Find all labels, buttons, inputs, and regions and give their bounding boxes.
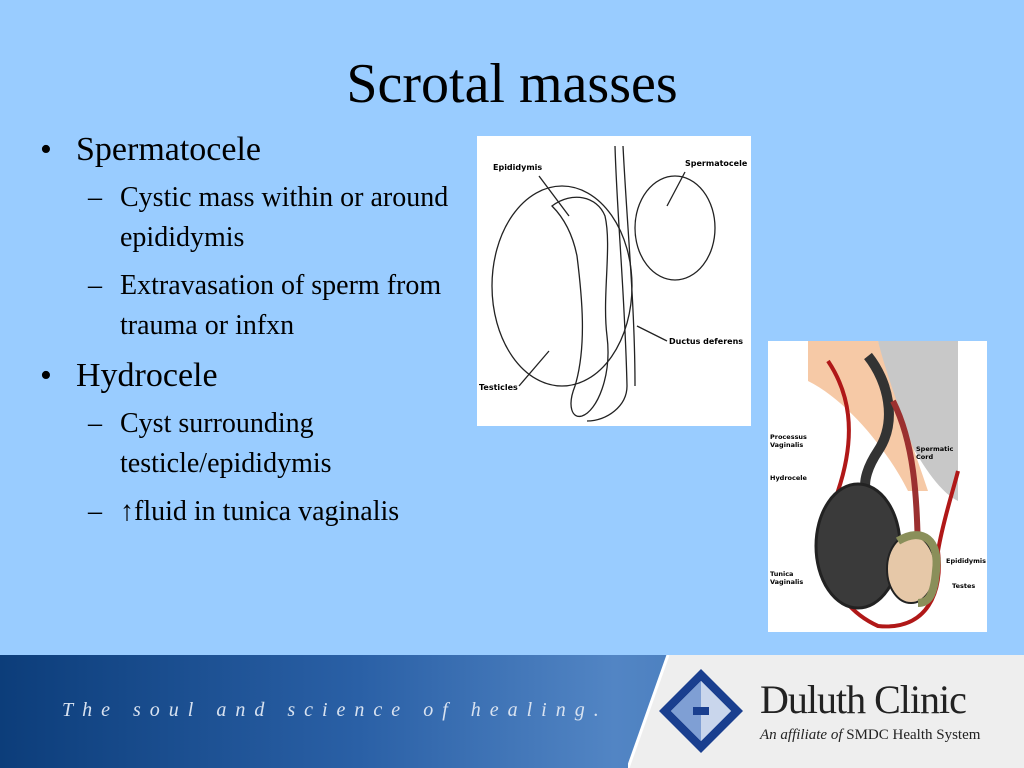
bullet-marker: • — [40, 357, 52, 394]
sub-bullet-text: Cyst surrounding testicle/epididymis — [120, 408, 332, 479]
label-tunica-2: Vaginalis — [770, 578, 804, 586]
bullet-text: Hydrocele — [76, 357, 218, 394]
sub-bullet-text: Extravasation of sperm from trauma or infxn — [120, 270, 442, 341]
footer-tagline: The soul and science of healing. — [62, 699, 608, 721]
ductus-deferens — [615, 146, 635, 386]
testicle-shape — [492, 186, 632, 386]
dash-marker: – — [88, 270, 102, 301]
dash-marker: – — [88, 408, 102, 439]
bullet-text: Spermatocele — [76, 131, 262, 168]
label-hydrocele: Hydrocele — [770, 474, 807, 482]
label-cord-2: Cord — [916, 453, 934, 461]
label-testicles: Testicles — [479, 383, 518, 392]
label-cord-1: Spermatic — [916, 445, 954, 453]
sub-bullet — [38, 492, 458, 532]
sub-bullet — [38, 178, 458, 258]
hydrocele-sac — [816, 484, 900, 608]
label-spermatocele: Spermatocele — [685, 159, 748, 168]
sub-bullet-text: ↑fluid in tunica vaginalis — [120, 496, 400, 527]
spermatocele-diagram — [477, 136, 751, 426]
bullet-marker: • — [40, 131, 52, 168]
epididymis-shape — [552, 197, 608, 416]
affiliate-prefix: An affiliate of — [760, 727, 843, 743]
label-testes: Testes — [952, 582, 976, 590]
hydrocele-diagram — [768, 341, 987, 632]
brand-name: Duluth Clinic — [760, 677, 966, 722]
label-epididymis: Epididymis — [493, 163, 543, 172]
label-processus-1: Processus — [770, 433, 807, 441]
slide-title: Scrotal masses — [346, 53, 678, 115]
sub-bullet — [38, 404, 458, 484]
label-ductus-deferens: Ductus deferens — [669, 337, 744, 346]
label-processus-2: Vaginalis — [770, 441, 804, 449]
label-epididymis-2: Epididymis — [946, 557, 986, 565]
label-tunica-1: Tunica — [770, 570, 794, 578]
bullet-hydrocele — [38, 354, 458, 398]
sub-bullet-text: Cystic mass within or around epididymis — [120, 182, 449, 253]
dash-marker: – — [88, 496, 102, 527]
affiliate-name: SMDC Health System — [846, 727, 981, 743]
dash-marker: – — [88, 182, 102, 213]
bullet-spermatocele — [38, 128, 458, 172]
bullet-list — [38, 128, 458, 540]
sub-bullet — [38, 266, 458, 346]
affiliate-line — [760, 727, 980, 744]
